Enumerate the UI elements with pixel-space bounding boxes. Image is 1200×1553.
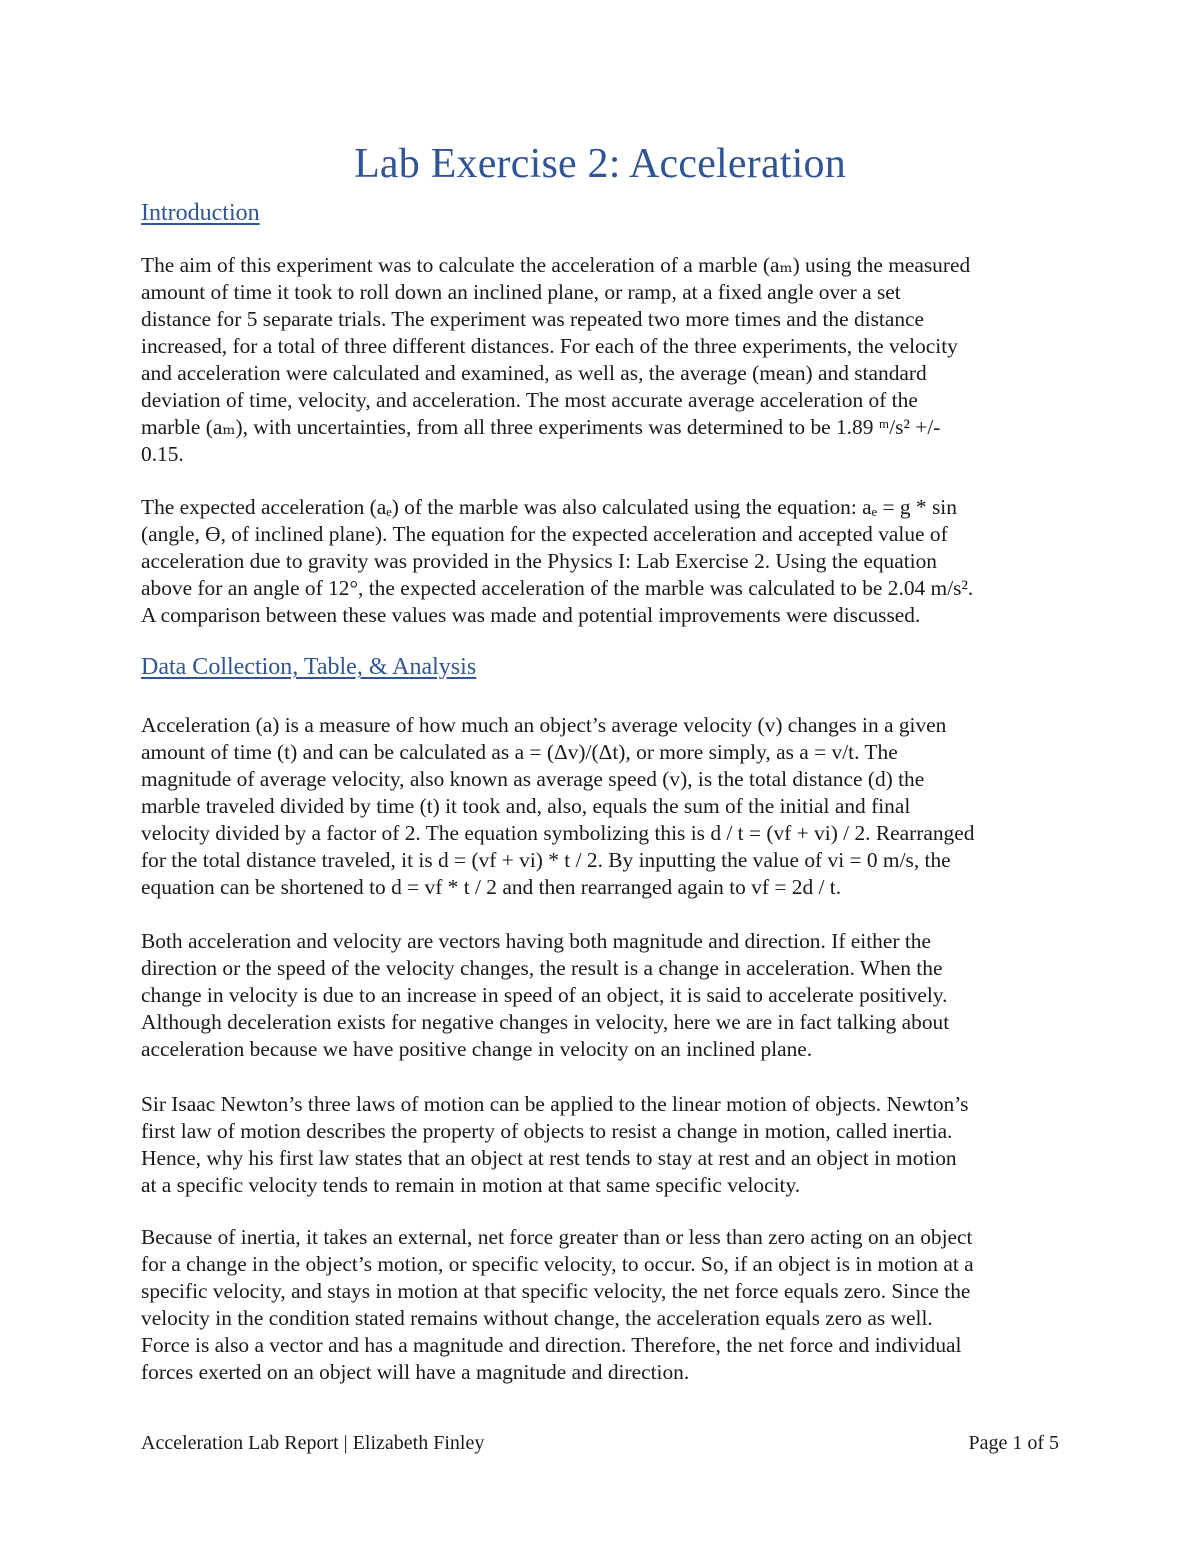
text-line: Although deceleration exists for negative changes in velocity, here we are in fact talking about [141, 1010, 950, 1034]
data-paragraph-2 [141, 928, 1061, 1063]
intro-paragraph-1 [141, 252, 1061, 468]
text-line: Force is also a vector and has a magnitude and direction. Therefore, the net force and individual [141, 1333, 962, 1357]
text-line: equation can be shortened to d = vf * t / 2 and then rearranged again to vf = 2d / t. [141, 875, 842, 899]
text-line: distance for 5 separate trials. The experiment was repeated two more times and the distance [141, 307, 925, 331]
footer-page-number: Page 1 of 5 [968, 1432, 1059, 1454]
text-line: A comparison between these values was made and potential improvements were discussed. [141, 603, 921, 627]
text-line: amount of time it took to roll down an inclined plane, or ramp, at a fixed angle over a set [141, 280, 901, 304]
text-line: Acceleration (a) is a measure of how much an object’s average velocity (v) changes in a given [141, 713, 947, 737]
text-line: for a change in the object’s motion, or specific velocity, to occur. So, if an object is in motion at a [141, 1252, 974, 1276]
text-line: magnitude of average velocity, also known as average speed (v), is the total distance (d) the [141, 767, 925, 791]
heading-introduction: Introduction [141, 200, 260, 226]
data-paragraph-4 [141, 1224, 1061, 1386]
text-line: deviation of time, velocity, and acceleration. The most accurate average acceleration of the [141, 388, 918, 412]
data-paragraph-1 [141, 712, 1061, 901]
text-line: acceleration due to gravity was provided in the Physics I: Lab Exercise 2. Using the equation [141, 549, 937, 573]
text-line: The expected acceleration (aₑ) of the marble was also calculated using the equation: aₑ = g * sin [141, 495, 957, 519]
text-line: amount of time (t) and can be calculated as a = (Δv)/(Δt), or more simply, as a = v/t. The [141, 740, 898, 764]
text-line: change in velocity is due to an increase in speed of an object, it is said to accelerate positively. [141, 983, 948, 1007]
intro-paragraph-2 [141, 494, 1061, 629]
text-line: direction or the speed of the velocity changes, the result is a change in acceleration. When the [141, 956, 943, 980]
text-line: Both acceleration and velocity are vectors having both magnitude and direction. If either the [141, 929, 931, 953]
text-line: specific velocity, and stays in motion at that specific velocity, the net force equals zero. Since the [141, 1279, 971, 1303]
text-line: marble (aₘ), with uncertainties, from all three experiments was determined to be 1.89 ᵐ/s² +/- [141, 415, 941, 439]
text-line: at a specific velocity tends to remain in motion at that same specific velocity. [141, 1173, 801, 1197]
heading-data-collection: Data Collection, Table, & Analysis [141, 654, 477, 680]
text-line: Because of inertia, it takes an external, net force greater than or less than zero acting on an object [141, 1225, 973, 1249]
text-line: velocity divided by a factor of 2. The equation symbolizing this is d / t = (vf + vi) / 2. Rearranged [141, 821, 975, 845]
footer-report-author: Acceleration Lab Report | Elizabeth Finley [141, 1432, 485, 1454]
text-line: marble traveled divided by time (t) it took and, also, equals the sum of the initial and final [141, 794, 911, 818]
text-line: forces exerted on an object will have a magnitude and direction. [141, 1360, 690, 1384]
document-title: Lab Exercise 2: Acceleration [354, 141, 846, 187]
text-line: Hence, why his first law states that an object at rest tends to stay at rest and an object in motion [141, 1146, 957, 1170]
text-line: increased, for a total of three different distances. For each of the three experiments, the velocity [141, 334, 958, 358]
text-line: acceleration because we have positive change in velocity on an inclined plane. [141, 1037, 813, 1061]
text-line: Sir Isaac Newton’s three laws of motion can be applied to the linear motion of objects. Newton’s [141, 1092, 969, 1116]
data-paragraph-3 [141, 1091, 1061, 1199]
text-line: (angle, ϴ, of inclined plane). The equation for the expected acceleration and accepted value of [141, 522, 948, 546]
text-line: for the total distance traveled, it is d = (vf + vi) * t / 2. By inputting the value of vi = 0 m/s, the [141, 848, 951, 872]
text-line: 0.15. [141, 442, 184, 466]
text-line: velocity in the condition stated remains without change, the acceleration equals zero as well. [141, 1306, 933, 1330]
text-line: The aim of this experiment was to calculate the acceleration of a marble (aₘ) using the measured [141, 253, 971, 277]
text-line: and acceleration were calculated and examined, as well as, the average (mean) and standard [141, 361, 927, 385]
text-line: first law of motion describes the property of objects to resist a change in motion, called inertia. [141, 1119, 953, 1143]
text-line: above for an angle of 12°, the expected acceleration of the marble was calculated to be 2.04 m/s². [141, 576, 974, 600]
